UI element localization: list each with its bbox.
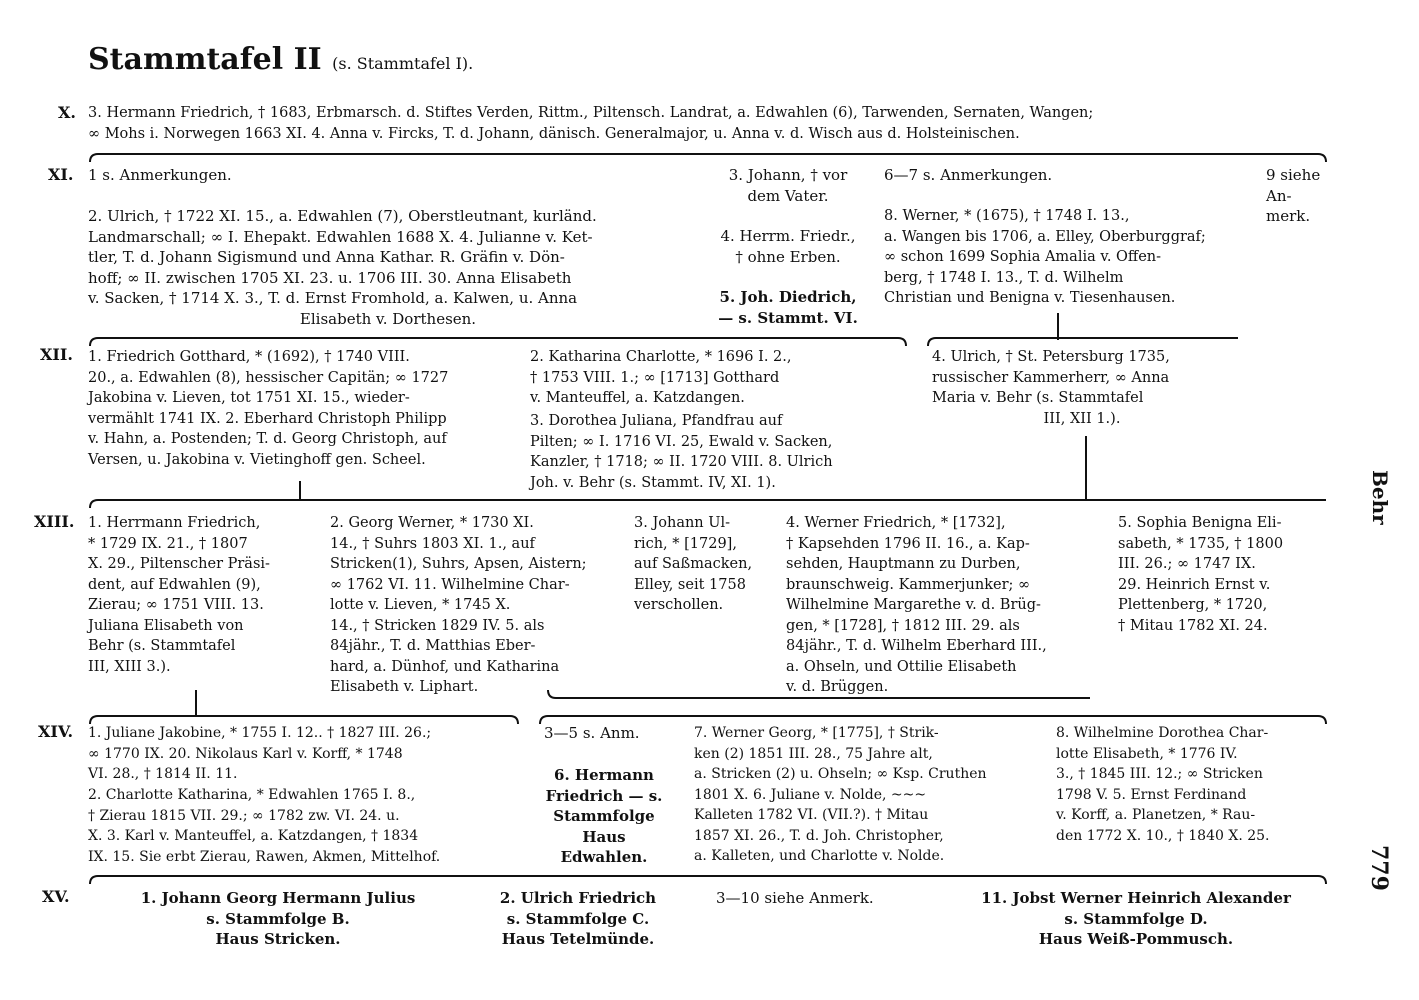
- entry-xiv-wilhelmine-dorothea: 8. Wilhelmine Dorothea Char- lotte Elisabeth, * 1776 IV. 3., † 1845 III. 12.; ∞ Stricken 1798 V. 5. Ernst Ferdinand v. Korff, a. Planetzen, * Rau- den 1772 X. 10., † 1840 X. 25.: [1056, 725, 1270, 844]
- family-name-running-head: Behr: [1368, 470, 1392, 525]
- entry-xiii-johann-ulrich: 3. Johann Ul- rich, * [1729], auf Saßmacken, Elley, seit 1758 verschollen.: [634, 515, 753, 613]
- entry-xi-johann: 3. Johann, † vor dem Vater.: [728, 166, 848, 205]
- generation-label-x: X.: [58, 103, 76, 122]
- page-title: Stammtafel II (s. Stammtafel I).: [88, 42, 474, 77]
- entry-xii-dorothea-juliana: 3. Dorothea Juliana, Pfandfrau auf Pilten; ∞ I. 1716 VI. 25, Ewald v. Sacken, Kanzler, † 1718; ∞ II. 1720 VIII. 8. Ulrich Joh. v. Behr (s. Stammt. IV, XI. 1).: [530, 413, 833, 491]
- entry-xii-ulrich: 4. Ulrich, † St. Petersburg 1735, russischer Kammerherr, ∞ Anna Maria v. Behr (s. Stammtafel III, XII 1.).: [932, 349, 1170, 427]
- entry-xiv-charlotte-katharina: 2. Charlotte Katharina, * Edwahlen 1765 I. 8., † Zierau 1815 VII. 29.; ∞ 1782 zw. VI. 24. u. X. 3. Karl v. Manteuffel, a. Katzdangen, † 1834 IX. 15. Sie erbt Zierau, Rawen, Akmen, Mittelhof.: [88, 787, 441, 865]
- entry-xiv-3-5: 3—5 s. Anm.: [544, 724, 640, 742]
- entry-xiv-juliane-jakobine: 1. Juliane Jakobine, * 1755 I. 12.. † 1827 III. 26.; ∞ 1770 IX. 20. Nikolaus Karl v. Korff, * 1748 VI. 28., † 1814 II. 11.: [88, 725, 432, 782]
- entry-xv-3-10: 3—10 siehe Anmerk.: [716, 889, 874, 907]
- entry-xv-ulrich-friedrich: 2. Ulrich Friedrich s. Stammfolge C. Haus Tetelmünde.: [499, 889, 657, 948]
- generation-label-xv: XV.: [42, 887, 70, 906]
- generation-label-xiv: XIV.: [38, 722, 74, 741]
- entry-xiii-sophia-benigna: 5. Sophia Benigna Eli- sabeth, * 1735, † 1800 III. 26.; ∞ 1747 IX. 29. Heinrich Ernst v. Plettenberg, * 1720, † Mitau 1782 XI. 24.: [1118, 515, 1284, 634]
- title-reference: (s. Stammtafel I).: [332, 54, 474, 73]
- entry-xii-katharina-charlotte: 2. Katharina Charlotte, * 1696 I. 2., † 1753 VIII. 1.; ∞ [1713] Gotthard v. Manteuffel, a. Katzdangen.: [530, 349, 792, 406]
- entry-xiii-werner-friedrich: 4. Werner Friedrich, * [1732], † Kapsehden 1796 II. 16., a. Kap- sehden, Hauptmann zu Durben, braunschweig. Kammerjunker; ∞ Wilhelmine Margarethe v. d. Brüg- gen, * [1728], † 1812 III. 29. als 84jähr., T. d. Wilhelm Eberhard III., a. Ohseln, und Ottilie Elisabeth v. d. Brüggen.: [786, 515, 1047, 695]
- entry-xv-johann-georg: 1. Johann Georg Hermann Julius s. Stammfolge B. Haus Stricken.: [140, 889, 416, 948]
- generation-label-xii: XII.: [40, 345, 73, 364]
- entry-xv-jobst-werner: 11. Jobst Werner Heinrich Alexander s. Stammfolge D. Haus Weiß-Pommusch.: [981, 889, 1291, 948]
- entry-xi-1: 1 s. Anmerkungen.: [88, 166, 232, 184]
- entry-xi-herrm-friedr: 4. Herrm. Friedr., † ohne Erben.: [720, 227, 856, 266]
- entry-xii-friedrich-gotthard: 1. Friedrich Gotthard, * (1692), † 1740 VIII. 20., a. Edwahlen (8), hessischer Capitän; ∞ 1727 Jakobina v. Lieven, tot 1751 XI. 15., wieder- vermählt 1741 IX. 2. Eberhard Christoph Philipp v. Hahn, a. Postenden; T. d. Georg Christoph, auf Versen, u. Jakobina v. Vietinghoff gen. Scheel.: [88, 349, 449, 468]
- entry-xi-werner: 8. Werner, * (1675), † 1748 I. 13., a. Wangen bis 1706, a. Elley, Oberburggraf; ∞ schon 1699 Sophia Amalia v. Offen- berg, † 1748 I. 13., T. d. Wilhelm Christian und Benigna v. Tiesenhausen.: [884, 208, 1206, 306]
- generation-label-xi: XI.: [48, 165, 74, 184]
- generation-label-xiii: XIII.: [34, 512, 75, 531]
- entry-xiii-georg-werner: 2. Georg Werner, * 1730 XI. 14., † Suhrs 1803 XI. 1., auf Stricken(1), Suhrs, Apsen, Aistern; ∞ 1762 VI. 11. Wilhelmine Char- lotte v. Lieven, * 1745 X. 14., † Stricken 1829 IV. 5. als 84jähr., T. d. Matthias Eber- hard, a. Dünhof, und Katharina Elisabeth v. Liphart.: [330, 515, 587, 695]
- entry-xiv-hermann-friedrich: 6. Hermann Friedrich — s. Stammfolge Haus Edwahlen.: [545, 766, 663, 866]
- entry-xiv-werner-georg: 7. Werner Georg, * [1775], † Strik- ken (2) 1851 III. 28., 75 Jahre alt, a. Stricken (2) u. Ohseln; ∞ Ksp. Cruthen 1801 X. 6. Juliane v. Nolde, ~~~ Kalleten 1782 VI. (VII.?). † Mitau 1857 XI. 26., T. d. Joh. Christopher, a. Kalleten, und Charlotte v. Nolde.: [694, 725, 987, 864]
- entry-xi-ulrich: 2. Ulrich, † 1722 XI. 15., a. Edwahlen (7), Oberstleutnant, kurländ. Landmarschall; ∞ I. Ehepakt. Edwahlen 1688 X. 4. Julianne v. Ket- tler, T. d. Johann Sigismund und Anna Kathar. R. Gräfin v. Dön- hoff; ∞ II. zwischen 1705 XI. 23. u. 1706 III. 30. Anna Elisabeth v. Sacken, † 1714 X. 3., T. d. Ernst Fromhold, a. Kalwen, u. Anna Elisabeth v. Dorthesen.: [88, 207, 597, 328]
- entry-x-hermann-friedrich: 3. Hermann Friedrich, † 1683, Erbmarsch. d. Stiftes Verden, Rittm., Piltensch. Landrat, a. Edwahlen (6), Tarwenden, Sernaten, Wangen; ∞ Mohs i. Norwegen 1663 XI. 4. Anna v. Fircks, T. d. Johann, dänisch. Generalmajor, u. Anna v. d. Wisch aus d. Holsteinischen.: [88, 105, 1094, 142]
- page-number: 779: [1366, 845, 1392, 891]
- entry-xi-joh-diedrich: 5. Joh. Diedrich, — s. Stammt. VI.: [718, 288, 858, 327]
- entry-xiii-herrmann-friedrich: 1. Herrmann Friedrich, * 1729 IX. 21., † 1807 X. 29., Piltenscher Präsi- dent, auf Edwahlen (9), Zierau; ∞ 1751 VIII. 13. Juliana Elisabeth von Behr (s. Stammtafel III, XIII 3.).: [88, 515, 270, 675]
- entry-xi-6-7: 6—7 s. Anmerkungen.: [884, 166, 1053, 184]
- entry-xi-9: 9 siehe An- merk.: [1266, 166, 1321, 225]
